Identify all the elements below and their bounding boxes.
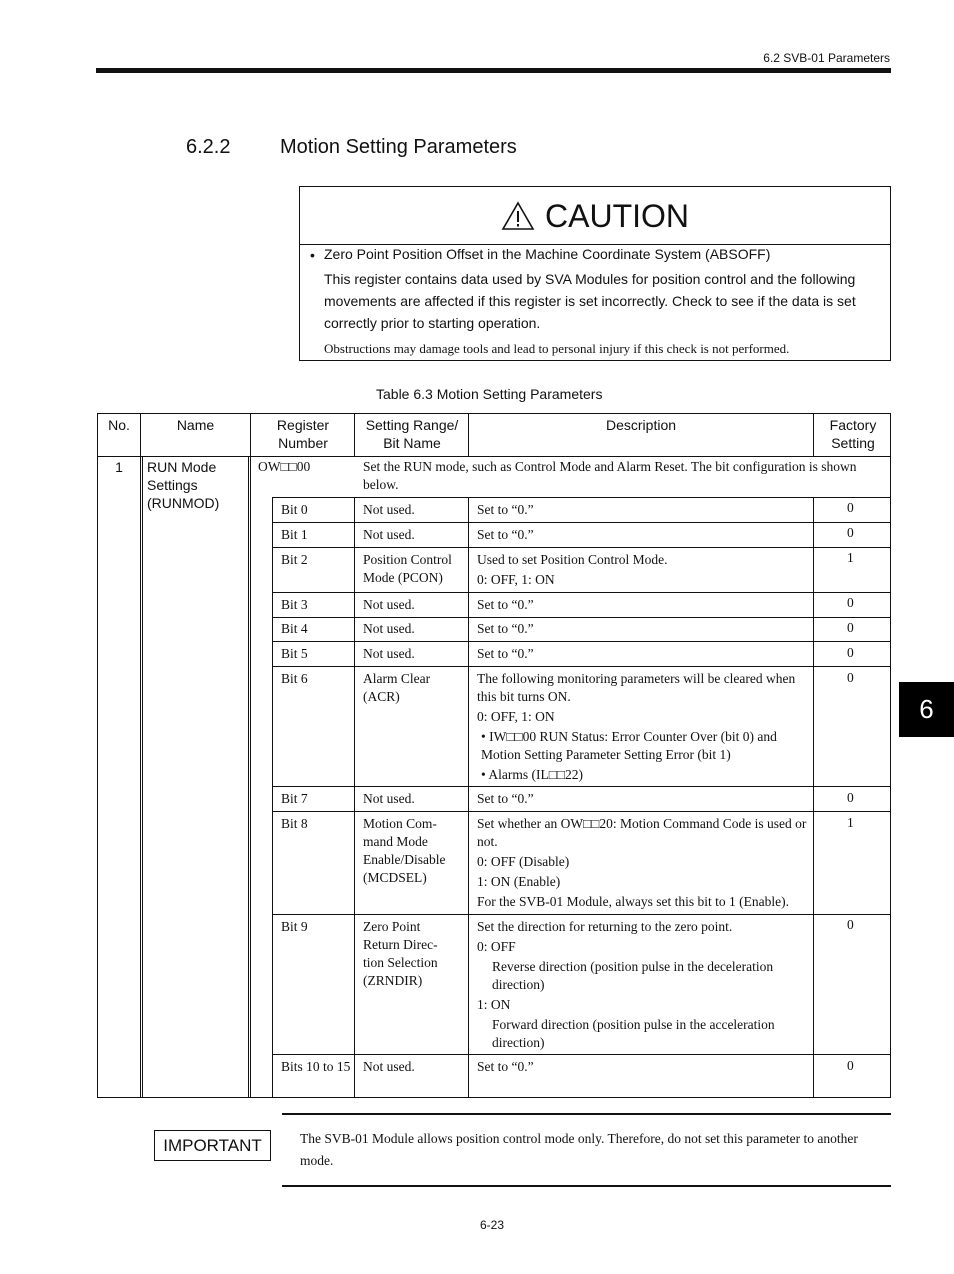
factory-setting: 0 (847, 917, 854, 932)
bit-label: Bit 0 (281, 502, 308, 517)
bit-label: Bits 10 to 15 (281, 1059, 351, 1074)
table-rule (272, 811, 891, 812)
table-rule (272, 666, 891, 667)
bit-name: Not used. (363, 527, 415, 542)
bit-description: Forward direction (position pulse in the acceleration direction) (492, 1017, 775, 1050)
factory-setting: 1 (847, 815, 854, 830)
bit-label: Bit 5 (281, 646, 308, 661)
bit-description: 1: ON (Enable) (477, 874, 561, 889)
bit-description: • Alarms (IL□□22) (481, 767, 584, 782)
bit-description: 0: OFF (Disable) (477, 854, 570, 869)
table-rule (97, 456, 891, 457)
bit-description: Set to “0.” (477, 597, 534, 612)
table-rule (97, 1097, 891, 1098)
table-rule (272, 1054, 891, 1055)
section-title: Motion Setting Parameters (280, 136, 517, 158)
bit-label: Bit 4 (281, 621, 308, 636)
table-rule (272, 641, 891, 642)
bit-label: Bit 3 (281, 597, 308, 612)
table-rule (272, 522, 891, 523)
factory-setting: 0 (847, 790, 854, 805)
caution-title: CAUTION (545, 197, 689, 234)
important-rule (282, 1113, 891, 1115)
header-rule (96, 68, 891, 73)
bit-name: Not used. (363, 646, 415, 661)
table-rule (140, 413, 141, 1098)
row-description: Set the RUN mode, such as Control Mode and Alarm Reset. The bit configuration is shown below. (363, 459, 857, 492)
register-number: OW□□00 (258, 459, 311, 474)
bit-name: Zero Point Return Direc-tion Selection (ZRNDIR) (363, 919, 438, 988)
table-rule (272, 914, 891, 915)
bit-description: Set to “0.” (477, 1059, 534, 1074)
table-rule (248, 457, 249, 1098)
bit-label: Bit 7 (281, 791, 308, 806)
bit-description: Used to set Position Control Mode. (477, 552, 668, 567)
page-number: 6-23 (480, 1218, 505, 1232)
caution-item: Zero Point Position Offset in the Machine Coordinate System (ABSOFF) (324, 246, 771, 262)
table-rule (272, 592, 891, 593)
table-rule (272, 497, 273, 1097)
bit-description: 0: OFF (477, 939, 516, 954)
bit-description: 1: ON (477, 997, 511, 1012)
bit-name: Motion Com-mand Mode Enable/Disable (MCDSEL) (363, 816, 446, 885)
factory-setting: 0 (847, 525, 854, 540)
table-rule (354, 497, 355, 1097)
chapter-tab: 6 (899, 682, 954, 737)
caution-box (299, 186, 891, 361)
bit-name: Alarm Clear (ACR) (363, 671, 431, 704)
caution-header (300, 187, 890, 245)
row-number: 1 (115, 459, 123, 475)
bit-label: Bit 2 (281, 552, 308, 567)
bit-name: Not used. (363, 1059, 415, 1074)
bit-description: Reverse direction (position pulse in the deceleration direction) (492, 959, 774, 992)
bit-description: Set whether an OW□□20: Motion Command Code is used or not. (477, 816, 807, 849)
bit-description: Set to “0.” (477, 621, 534, 636)
bit-name: Not used. (363, 791, 415, 806)
factory-setting: 0 (847, 670, 854, 685)
bit-name: Position Control Mode (PCON) (363, 552, 452, 585)
bit-description: Set to “0.” (477, 502, 534, 517)
bit-name: Not used. (363, 597, 415, 612)
table-rule (142, 457, 143, 1098)
table-rule (813, 413, 814, 457)
table-caption: Table 6.3 Motion Setting Parameters (376, 386, 603, 402)
bit-label: Bit 9 (281, 919, 308, 934)
factory-setting: 0 (847, 595, 854, 610)
table-rule (272, 786, 891, 787)
factory-setting: 0 (847, 620, 854, 635)
table-rule (468, 497, 469, 1097)
table-rule (272, 617, 891, 618)
important-text: The SVB-01 Module allows position control mode only. Therefore, do not set this parameter to another mode. (300, 1131, 858, 1168)
header-register: Register Number (276, 417, 330, 451)
warning-icon (501, 201, 535, 231)
table-rule (354, 413, 355, 457)
header-name: Name (176, 417, 215, 433)
bit-description: For the SVB-01 Module, always set this bit to 1 (Enable). (477, 894, 789, 909)
header-range: Setting Range/ Bit Name (365, 417, 459, 451)
bit-label: Bit 8 (281, 816, 308, 831)
table-rule (272, 547, 891, 548)
bit-description: 0: OFF, 1: ON (477, 572, 555, 587)
table-rule (97, 413, 98, 1098)
bit-description: • IW□□00 RUN Status: Error Counter Over (bit 0) and Motion Setting Parameter Setting Error (bit 1) (481, 729, 777, 762)
factory-setting: 0 (847, 645, 854, 660)
bit-description: The following monitoring parameters will be cleared when this bit turns ON. (477, 671, 796, 704)
factory-setting: 0 (847, 1058, 854, 1073)
bit-name: Not used. (363, 621, 415, 636)
header-factory: Factory Setting (829, 417, 877, 451)
bit-description: Set to “0.” (477, 527, 534, 542)
bit-description: Set to “0.” (477, 791, 534, 806)
caution-body: This register contains data used by SVA Modules for position control and the following movements are affected if this register is set incorrectly. Check to see if the data is set correctly prior to starting operation. (324, 271, 856, 331)
caution-bullet: • (310, 247, 315, 263)
running-header: 6.2 SVB-01 Parameters (763, 51, 890, 65)
table-rule (272, 497, 891, 498)
bit-label: Bit 6 (281, 671, 308, 686)
factory-setting: 0 (847, 500, 854, 515)
bit-description: 0: OFF, 1: ON (477, 709, 555, 724)
section-number: 6.2.2 (186, 136, 231, 158)
bit-label: Bit 1 (281, 527, 308, 542)
parameter-name: RUN Mode Settings (RUNMOD) (147, 459, 220, 511)
table-rule (813, 497, 814, 1097)
table-rule (890, 413, 891, 1098)
factory-setting: 1 (847, 550, 854, 565)
table-rule (97, 413, 891, 414)
header-description: Description (605, 417, 677, 433)
bit-description: Set to “0.” (477, 646, 534, 661)
bit-description: Set the direction for returning to the zero point. (477, 919, 733, 934)
important-rule (282, 1185, 891, 1187)
table-rule (250, 413, 251, 1098)
caution-note: Obstructions may damage tools and lead to personal injury if this check is not performed. (324, 341, 790, 356)
bit-name: Not used. (363, 502, 415, 517)
important-label: IMPORTANT (154, 1130, 271, 1161)
header-no: No. (108, 417, 130, 433)
